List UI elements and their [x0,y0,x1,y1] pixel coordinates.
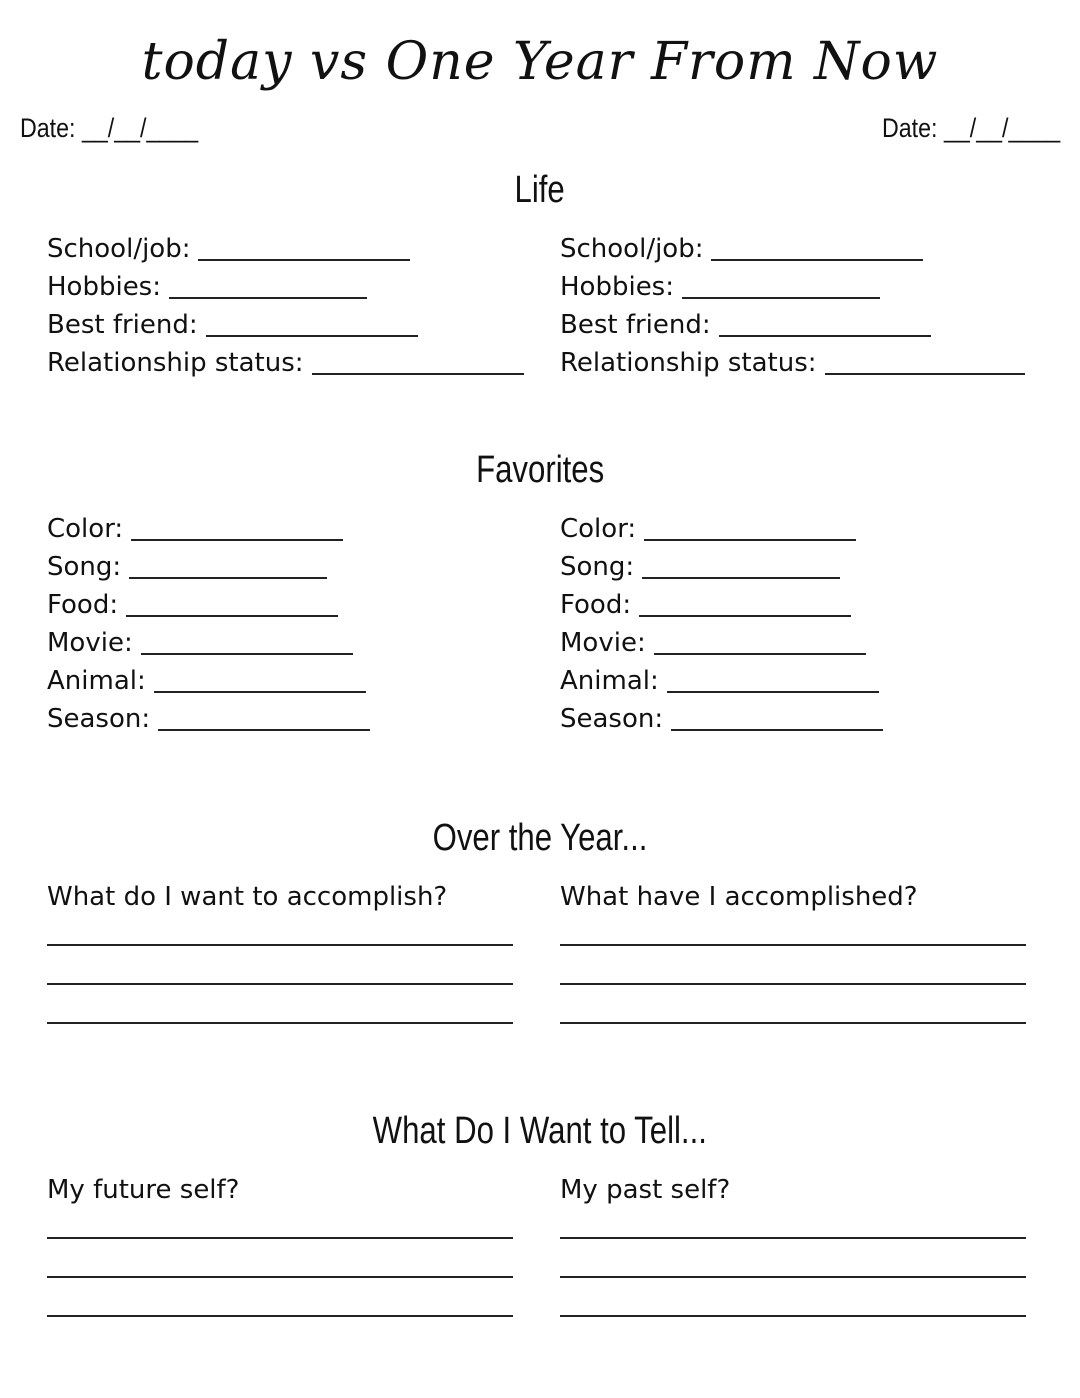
field-movie-left[interactable]: Movie: [47,624,353,662]
field-school-job-right[interactable]: School/job: [560,230,923,268]
field-school-job-left[interactable]: School/job: [47,230,410,268]
field-color-right[interactable]: Color: [560,510,856,548]
question-want-to-accomplish: What do I want to accomplish? [47,882,448,912]
answer-line-accomplish-left-1[interactable] [47,944,513,946]
section-heading-tell: What Do I Want to Tell... [372,1110,708,1152]
field-movie-right[interactable]: Movie: [560,624,866,662]
field-song-right[interactable]: Song: [560,548,840,586]
answer-line-past-self-2[interactable] [560,1276,1026,1278]
date-one-year: Date: __/__/____ [881,113,1060,143]
field-food-left[interactable]: Food: [47,586,338,624]
page-title: today vs One Year From Now [141,32,939,92]
answer-line-accomplish-left-3[interactable] [47,1022,513,1024]
answer-line-future-self-1[interactable] [47,1237,513,1239]
answer-line-accomplish-left-2[interactable] [47,983,513,985]
answer-line-accomplish-right-2[interactable] [560,983,1026,985]
question-past-self: My past self? [560,1175,731,1205]
section-heading-life: Life [514,169,566,211]
field-relationship-status-left[interactable]: Relationship status: [47,344,524,382]
field-best-friend-right[interactable]: Best friend: [560,306,931,344]
answer-line-accomplish-right-3[interactable] [560,1022,1026,1024]
field-song-left[interactable]: Song: [47,548,327,586]
field-season-right[interactable]: Season: [560,700,883,738]
answer-line-accomplish-right-1[interactable] [560,944,1026,946]
question-future-self: My future self? [47,1175,240,1205]
field-best-friend-left[interactable]: Best friend: [47,306,418,344]
date-today: Date: __/__/____ [20,113,199,143]
question-have-accomplished: What have I accomplished? [560,882,918,912]
field-animal-right[interactable]: Animal: [560,662,879,700]
field-animal-left[interactable]: Animal: [47,662,366,700]
answer-line-past-self-1[interactable] [560,1237,1026,1239]
field-relationship-status-right[interactable]: Relationship status: [560,344,1025,382]
answer-line-past-self-3[interactable] [560,1315,1026,1317]
field-food-right[interactable]: Food: [560,586,851,624]
field-hobbies-right[interactable]: Hobbies: [560,268,880,306]
field-season-left[interactable]: Season: [47,700,370,738]
field-color-left[interactable]: Color: [47,510,343,548]
section-heading-over-the-year: Over the Year... [432,817,648,859]
answer-line-future-self-2[interactable] [47,1276,513,1278]
answer-line-future-self-3[interactable] [47,1315,513,1317]
field-hobbies-left[interactable]: Hobbies: [47,268,367,306]
section-heading-favorites: Favorites [475,449,605,491]
